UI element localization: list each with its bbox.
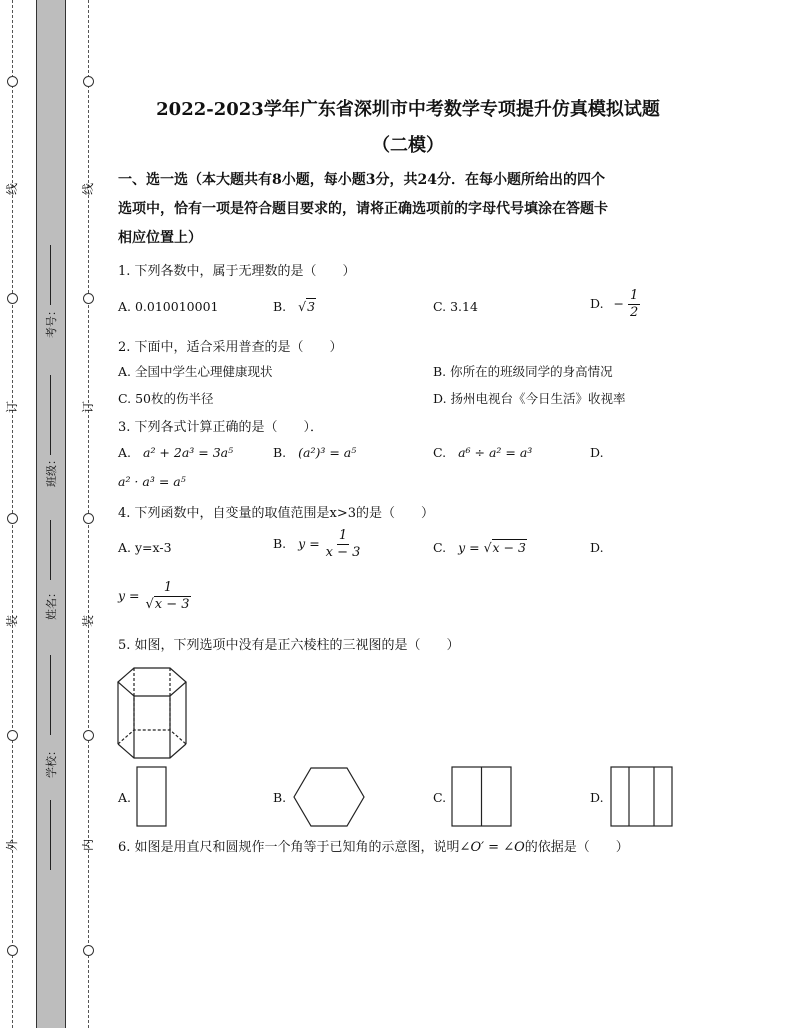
question-2-option-d: D. 扬州电视台《今日生活》收视率 [433,391,626,406]
section-line: 选项中，恰有一项是符合题目要求的，请将正确选项前的字母代号填涂在答题卡 [118,201,608,217]
punch-hole [7,513,18,524]
inner-char-zhuang: 装 [81,615,95,628]
question-1-option-b: B. √3 [273,299,316,314]
question-3-option-b [273,445,356,460]
section-heading [118,166,688,253]
punch-hole [7,293,18,304]
field-underline [50,245,51,305]
field-class: 班级： [45,454,58,487]
question-2-option-b: B. 你所在的班级同学的身高情况 [433,364,613,379]
option-c-two-rectangles-figure [451,766,513,828]
field-name: 姓名： [45,587,58,620]
option-label: C. [433,540,447,555]
option-label: B. [273,299,287,314]
option-label: B. [273,445,287,460]
math-lhs: y = [118,588,140,603]
option-label: A. [118,445,132,460]
option-label: B. [273,536,287,551]
question-5-option-b-label: B. [273,790,287,805]
fraction-numerator: 1 [163,580,173,595]
option-a-rectangle-figure [136,766,168,828]
question-5-stem: 5. 如图，下列选项中没有是正六棱柱的三视图的是（ ） [118,638,460,653]
outer-char-ding: 订 [5,401,19,414]
math-expression: a² · a³ = a⁵ [118,474,186,489]
option-d-three-rectangles-figure [610,766,674,828]
math-expression: (a²)³ = a⁵ [298,445,357,460]
question-2-option-a: A. 全国中学生心理健康现状 [118,364,273,379]
field-school: 学校： [45,745,58,778]
question-1-stem: 1. 下列各数中，属于无理数的是（ ） [118,264,356,279]
radicand: 3 [307,299,316,314]
minus-sign: − [613,296,625,311]
punch-hole [7,76,18,87]
question-6-text: 6. 如图是用直尺和圆规作一个角等于已知角的示意图，说明 [118,840,460,855]
math-lhs: y = [458,540,480,555]
section-line: 相应位置上） [118,230,202,246]
inner-char-nei: 内 [81,839,95,852]
question-4-option-b [273,528,362,561]
outer-char-xian: 线 [5,183,19,196]
question-2-option-c: C. 50枚的伤半径 [118,391,214,406]
question-5-option-c-label: C. [433,790,447,805]
question-4-option-c: C. y = √x − 3 [433,540,526,555]
question-6-stem [118,836,629,855]
outer-char-wai: 外 [5,839,19,852]
option-b-hexagon-figure [292,766,366,828]
fraction-numerator: 1 [338,528,348,543]
field-underline [50,520,51,580]
punch-hole [83,945,94,956]
question-4-option-a: A. y=x-3 [118,540,172,555]
fraction-denominator: x − 3 [325,545,361,560]
punch-hole [83,293,94,304]
inner-char-xian: 线 [81,183,95,196]
math-expression: a⁶ ÷ a² = a³ [458,445,533,460]
field-underline [50,375,51,455]
field-underline [50,800,51,870]
option-label: D. [590,296,604,311]
question-4-option-d-expression: y = $\frac{1}{√x - 3}$ [118,580,190,612]
page-title: 2022-2023学年广东省深圳市中考数学专项提升仿真模拟试题 [156,99,660,120]
question-3-option-c [433,445,532,460]
question-5-option-d-label: D. [590,790,604,805]
punch-hole [83,513,94,524]
option-label: D. [590,445,604,460]
math-expression: a² + 2a³ = 3a⁵ [143,445,234,460]
fraction-denominator-radicand: x − 3 [154,597,190,612]
punch-hole [7,945,18,956]
question-3-option-d-expression [118,474,186,489]
outer-char-zhuang: 装 [5,615,19,628]
option-label: D. [590,540,604,555]
math-expression: ∠O′ = ∠O [459,840,525,855]
punch-hole [83,76,94,87]
section-line: 一、选一选（本大题共有8小题，每小题3分，共24分．在每小题所给出的四个 [118,172,605,188]
binding-margin [0,0,100,1028]
fraction-numerator: 1 [630,288,639,303]
page-subtitle: （二模） [372,135,444,156]
question-5-option-a-label: A. [118,790,132,805]
math-lhs: y = [298,536,320,551]
hexagonal-prism-figure [112,664,192,762]
question-4-option-d [590,540,604,555]
question-1-option-d [590,288,640,321]
radicand: x − 3 [492,540,526,555]
question-3-option-d [590,445,604,460]
punch-hole [83,730,94,741]
option-label: C. [433,445,447,460]
question-3-stem: 3. 下列各式计算正确的是（ ）． [118,420,324,435]
binding-strip [36,0,66,1028]
fraction-denominator: 2 [630,305,639,320]
question-6-text-end: 的依据是（ ） [524,840,629,855]
question-1-option-a: A. 0.010010001 [118,299,219,314]
field-exam-number: 考号： [45,305,58,338]
question-1-option-c: C. 3.14 [433,299,478,314]
inner-char-ding: 订 [81,401,95,414]
punch-hole [7,730,18,741]
question-2-stem: 2. 下面中，适合采用普查的是（ ） [118,340,343,355]
question-3-option-a [118,445,233,460]
question-4-stem: 4. 下列函数中，自变量的取值范围是x>3的是（ ） [118,506,435,521]
field-underline [50,655,51,735]
